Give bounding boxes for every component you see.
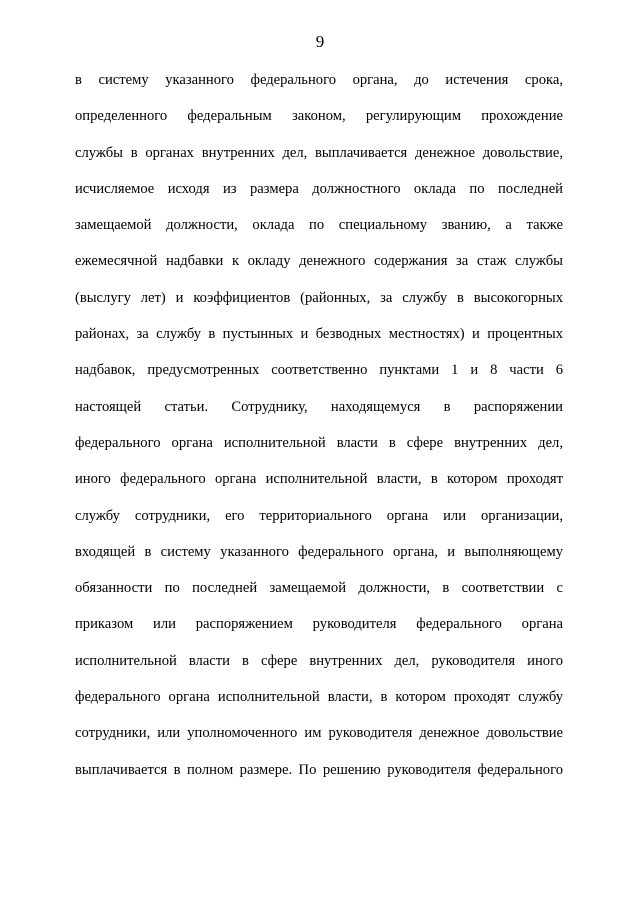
text-line: районах, за службу в пустынных и безводных местностях) и процентных — [75, 326, 563, 343]
text-line: надбавок, предусмотренных соответственно пунктами 1 и 8 части 6 — [75, 362, 563, 379]
page-number: 9 — [315, 32, 325, 51]
text-line: федерального органа исполнительной власти в сфере внутренних дел, — [75, 434, 563, 451]
text-line: определенного федеральным законом, регулирующим прохождение — [75, 108, 563, 125]
text-line: обязанности по последней замещаемой должности, в соответствии с — [75, 580, 563, 597]
text-line: сотрудники, или уполномоченного им руководителя денежное довольствие — [75, 725, 563, 742]
text-line: в систему указанного федерального органа, до истечения срока, — [75, 72, 563, 88]
text-line: исчисляемое исходя из размера должностного оклада по последней — [75, 180, 563, 197]
text-line: федерального органа исполнительной власти, в котором проходят службу — [75, 689, 563, 706]
text-line: замещаемой должности, оклада по специальному званию, а также — [75, 217, 563, 234]
text-line: входящей в систему указанного федерального органа, и выполняющему — [75, 543, 563, 560]
text-line: исполнительной власти в сфере внутренних дел, руководителя иного — [75, 652, 563, 669]
text-line: службы в органах внутренних дел, выплачивается денежное довольствие, — [75, 144, 563, 161]
text-line: выплачивается в полном размере. По решению руководителя федерального — [75, 761, 563, 778]
body-text — [75, 68, 563, 794]
text-line: (выслугу лет) и коэффициентов (районных, за службу в высокогорных — [75, 289, 563, 306]
text-line: иного федерального органа исполнительной власти, в котором проходят — [75, 471, 563, 488]
text-line: настоящей статьи. Сотруднику, находящемуся в распоряжении — [75, 398, 563, 415]
text-line: службу сотрудники, его территориального органа или организации, — [75, 507, 563, 524]
text-line: приказом или распоряжением руководителя федерального органа — [75, 616, 563, 633]
text-line: ежемесячной надбавки к окладу денежного содержания за стаж службы — [75, 253, 563, 270]
